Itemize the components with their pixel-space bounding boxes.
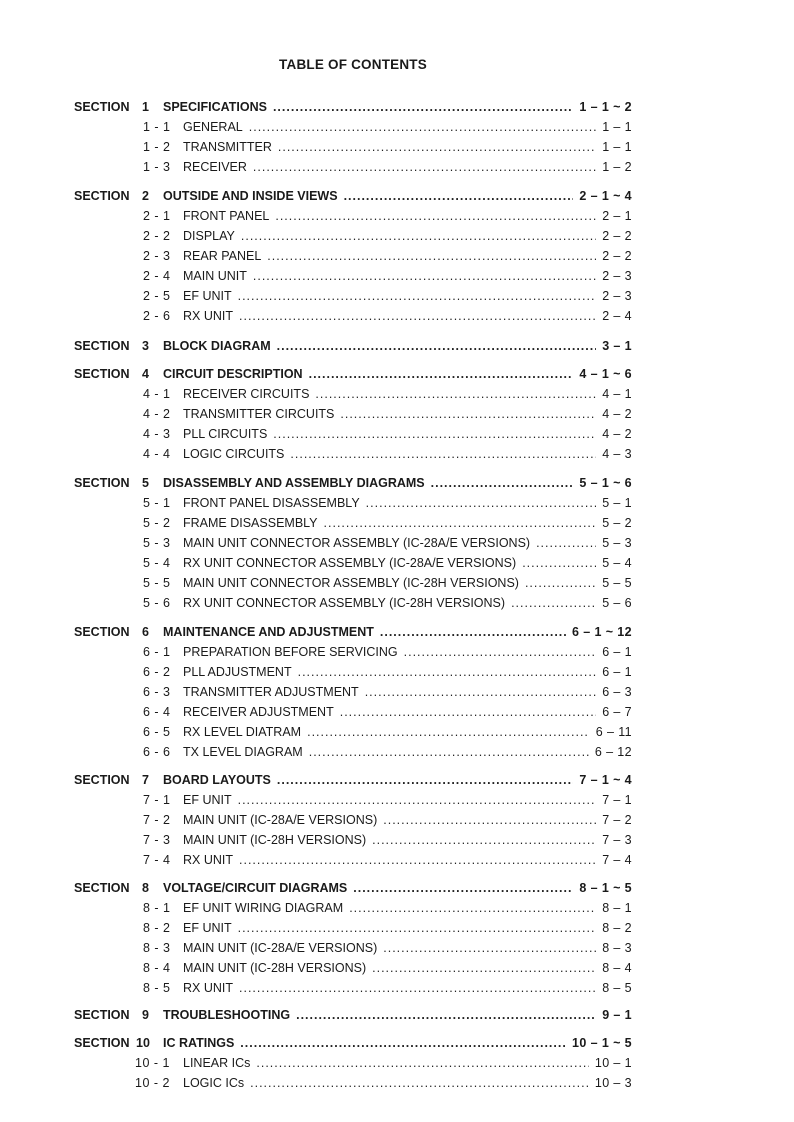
subsection-title[interactable]: FRONT PANEL — [183, 209, 270, 223]
subsection-page: 6 – 1 — [602, 645, 632, 659]
toc-subsection-row — [0, 938, 794, 958]
toc-section — [0, 186, 794, 326]
toc-subsection-row — [0, 306, 794, 326]
subsection-number: 6 - 6 — [143, 745, 171, 759]
dot-leader — [315, 384, 596, 404]
toc-subsection-row — [0, 898, 794, 918]
section-title[interactable]: CIRCUIT DESCRIPTION — [163, 367, 303, 381]
subsection-title[interactable]: EF UNIT — [183, 289, 232, 303]
dot-leader — [250, 1073, 589, 1093]
subsection-number: 4 - 3 — [143, 427, 171, 441]
subsection-page: 4 – 1 — [602, 387, 632, 401]
dot-leader — [404, 642, 597, 662]
dot-leader — [239, 306, 596, 326]
subsection-number: 4 - 2 — [143, 407, 171, 421]
dot-leader — [431, 473, 574, 493]
subsection-entry[interactable] — [183, 306, 632, 326]
section-number: 6 — [142, 625, 149, 639]
section-number: 10 — [136, 1036, 150, 1050]
subsection-title[interactable]: RECEIVER CIRCUITS — [183, 387, 310, 401]
subsection-title[interactable]: MAIN UNIT — [183, 269, 247, 283]
section-page-range: 2 – 1 ~ 4 — [579, 189, 632, 203]
toc-subsection-row — [0, 513, 794, 533]
section-word: SECTION — [74, 625, 130, 639]
subsection-page: 8 – 5 — [602, 981, 632, 995]
section-word: SECTION — [74, 1036, 130, 1050]
dot-leader — [525, 573, 596, 593]
toc-section — [0, 622, 794, 762]
subsection-number: 5 - 4 — [143, 556, 171, 570]
subsection-number: 5 - 2 — [143, 516, 171, 530]
section-page-range: 9 – 1 — [602, 1008, 632, 1022]
subsection-entry[interactable] — [183, 384, 632, 404]
toc-section — [0, 97, 794, 177]
subsection-title[interactable]: RECEIVER ADJUSTMENT — [183, 705, 334, 719]
toc-subsection-row — [0, 444, 794, 464]
dot-leader — [324, 513, 597, 533]
subsection-page: 6 – 12 — [594, 745, 632, 759]
subsection-entry[interactable] — [183, 662, 632, 682]
subsection-page: 1 – 2 — [602, 160, 632, 174]
subsection-entry[interactable] — [183, 246, 632, 266]
subsection-entry[interactable] — [183, 810, 632, 830]
subsection-title[interactable]: MAIN UNIT (IC-28H VERSIONS) — [183, 961, 367, 975]
toc-section — [0, 878, 794, 998]
dot-leader — [278, 137, 596, 157]
dot-leader — [309, 742, 589, 762]
subsection-title[interactable]: EF UNIT — [183, 921, 232, 935]
section-title[interactable]: BOARD LAYOUTS — [163, 773, 271, 787]
subsection-entry[interactable] — [183, 850, 632, 870]
subsection-title[interactable]: RX LEVEL DIATRAM — [183, 725, 302, 739]
dot-leader — [273, 424, 596, 444]
subsection-entry[interactable] — [183, 978, 632, 998]
toc-subsection-row — [0, 642, 794, 662]
dot-leader — [380, 622, 566, 642]
toc-subsection-row — [0, 1073, 794, 1093]
subsection-entry[interactable] — [183, 226, 632, 246]
toc-subsection-row — [0, 790, 794, 810]
section-number: 1 — [142, 100, 149, 114]
dot-leader — [340, 702, 596, 722]
dot-leader — [267, 246, 596, 266]
subsection-entry[interactable] — [183, 593, 632, 613]
subsection-number: 5 - 3 — [143, 536, 171, 550]
subsection-page: 5 – 3 — [602, 536, 632, 550]
subsection-number: 8 - 3 — [143, 941, 171, 955]
dot-leader — [238, 286, 597, 306]
subsection-title[interactable]: LINEAR ICs — [183, 1056, 251, 1070]
section-heading — [0, 770, 794, 790]
section-title[interactable]: OUTSIDE AND INSIDE VIEWS — [163, 189, 338, 203]
toc-subsection-row — [0, 958, 794, 978]
section-title[interactable]: SPECIFICATIONS — [163, 100, 267, 114]
dot-leader — [256, 1053, 588, 1073]
subsection-title[interactable]: RX UNIT — [183, 981, 233, 995]
subsection-page: 2 – 4 — [602, 309, 632, 323]
toc-subsection-row — [0, 553, 794, 573]
subsection-page: 4 – 3 — [602, 447, 632, 461]
subsection-entry[interactable] — [183, 286, 632, 306]
subsection-number: 8 - 5 — [143, 981, 171, 995]
subsection-entry[interactable] — [183, 642, 632, 662]
section-entry[interactable] — [163, 878, 632, 898]
subsection-entry[interactable] — [183, 157, 632, 177]
subsection-page: 8 – 1 — [602, 901, 632, 915]
dot-leader — [249, 117, 596, 137]
section-word: SECTION — [74, 1008, 130, 1022]
section-heading — [0, 336, 794, 356]
subsection-entry[interactable] — [183, 404, 632, 424]
subsection-title[interactable]: PLL CIRCUITS — [183, 427, 268, 441]
toc-subsection-row — [0, 117, 794, 137]
subsection-number: 1 - 1 — [143, 120, 171, 134]
subsection-page: 7 – 4 — [602, 853, 632, 867]
subsection-number: 4 - 1 — [143, 387, 171, 401]
toc-subsection-row — [0, 533, 794, 553]
subsection-number: 5 - 1 — [143, 496, 171, 510]
subsection-number: 8 - 1 — [143, 901, 171, 915]
toc-subsection-row — [0, 682, 794, 702]
dot-leader — [372, 958, 596, 978]
subsection-number: 6 - 4 — [143, 705, 171, 719]
section-entry[interactable] — [163, 770, 632, 790]
subsection-entry[interactable] — [183, 918, 632, 938]
toc-subsection-row — [0, 384, 794, 404]
dot-leader — [309, 364, 574, 384]
subsection-page: 5 – 2 — [602, 516, 632, 530]
toc-section — [0, 364, 794, 464]
subsection-title[interactable]: PLL ADJUSTMENT — [183, 665, 292, 679]
subsection-entry[interactable] — [183, 266, 632, 286]
subsection-number: 10 - 1 — [135, 1056, 170, 1070]
section-heading — [0, 1005, 794, 1025]
subsection-page: 2 – 2 — [602, 229, 632, 243]
subsection-title[interactable]: MAIN UNIT (IC-28A/E VERSIONS) — [183, 813, 378, 827]
subsection-entry[interactable] — [183, 958, 632, 978]
section-entry[interactable] — [163, 1005, 632, 1025]
page-title: TABLE OF CONTENTS — [279, 57, 427, 72]
subsection-page: 4 – 2 — [602, 427, 632, 441]
subsection-title[interactable]: FRONT PANEL DISASSEMBLY — [183, 496, 360, 510]
subsection-page: 8 – 4 — [602, 961, 632, 975]
subsection-entry[interactable] — [183, 424, 632, 444]
section-page-range: 6 – 1 ~ 12 — [572, 625, 632, 639]
dot-leader — [536, 533, 596, 553]
dot-leader — [253, 157, 596, 177]
toc-subsection-row — [0, 593, 794, 613]
subsection-entry[interactable] — [183, 444, 632, 464]
dot-leader — [344, 186, 574, 206]
subsection-page: 10 – 3 — [594, 1076, 632, 1090]
subsection-number: 4 - 4 — [143, 447, 171, 461]
subsection-title[interactable]: PREPARATION BEFORE SERVICING — [183, 645, 398, 659]
dot-leader — [238, 790, 597, 810]
section-number: 9 — [142, 1008, 149, 1022]
subsection-entry[interactable] — [183, 1053, 632, 1073]
subsection-page: 5 – 6 — [602, 596, 632, 610]
section-page-range: 10 – 1 ~ 5 — [572, 1036, 632, 1050]
subsection-number: 2 - 1 — [143, 209, 171, 223]
dot-leader — [239, 978, 596, 998]
subsection-number: 6 - 1 — [143, 645, 171, 659]
section-title[interactable]: BLOCK DIAGRAM — [163, 339, 271, 353]
subsection-entry[interactable] — [183, 573, 632, 593]
section-number: 3 — [142, 339, 149, 353]
dot-leader — [277, 770, 574, 790]
section-entry[interactable] — [163, 1033, 632, 1053]
subsection-number: 10 - 2 — [135, 1076, 170, 1090]
subsection-number: 7 - 3 — [143, 833, 171, 847]
toc-section — [0, 336, 794, 356]
dot-leader — [296, 1005, 596, 1025]
dot-leader — [298, 662, 597, 682]
dot-leader — [366, 493, 597, 513]
section-number: 5 — [142, 476, 149, 490]
dot-leader — [241, 226, 596, 246]
dot-leader — [239, 850, 596, 870]
section-word: SECTION — [74, 881, 130, 895]
section-number: 8 — [142, 881, 149, 895]
section-number: 7 — [142, 773, 149, 787]
section-heading — [0, 878, 794, 898]
toc-subsection-row — [0, 424, 794, 444]
toc-subsection-row — [0, 206, 794, 226]
section-entry[interactable] — [163, 622, 632, 642]
subsection-number: 8 - 2 — [143, 921, 171, 935]
toc-subsection-row — [0, 226, 794, 246]
dot-leader — [511, 593, 596, 613]
dot-leader — [349, 898, 596, 918]
subsection-entry[interactable] — [183, 722, 632, 742]
subsection-title[interactable]: RX UNIT — [183, 309, 233, 323]
subsection-title[interactable]: RECEIVER — [183, 160, 247, 174]
subsection-page: 2 – 2 — [602, 249, 632, 263]
section-word: SECTION — [74, 189, 130, 203]
section-heading — [0, 473, 794, 493]
section-title[interactable]: MAINTENANCE AND ADJUSTMENT — [163, 625, 374, 639]
section-entry[interactable] — [163, 336, 632, 356]
subsection-entry[interactable] — [183, 553, 632, 573]
subsection-title[interactable]: LOGIC ICs — [183, 1076, 245, 1090]
section-entry[interactable] — [163, 97, 632, 117]
subsection-title[interactable]: TRANSMITTER ADJUSTMENT — [183, 685, 359, 699]
section-heading — [0, 186, 794, 206]
subsection-entry[interactable] — [183, 742, 632, 762]
section-word: SECTION — [74, 367, 130, 381]
subsection-title[interactable]: GENERAL — [183, 120, 243, 134]
subsection-page: 6 – 1 — [602, 665, 632, 679]
dot-leader — [307, 722, 590, 742]
dot-leader — [275, 206, 596, 226]
subsection-title[interactable]: TX LEVEL DIAGRAM — [183, 745, 303, 759]
toc-section — [0, 473, 794, 613]
section-heading — [0, 364, 794, 384]
subsection-page: 6 – 11 — [595, 725, 632, 739]
section-number: 4 — [142, 367, 149, 381]
subsection-entry[interactable] — [183, 830, 632, 850]
subsection-number: 7 - 4 — [143, 853, 171, 867]
dot-leader — [353, 878, 573, 898]
section-page-range: 5 – 1 ~ 6 — [579, 476, 632, 490]
subsection-title[interactable]: REAR PANEL — [183, 249, 262, 263]
subsection-entry[interactable] — [183, 533, 632, 553]
dot-leader — [365, 682, 596, 702]
section-number: 2 — [142, 189, 149, 203]
toc-subsection-row — [0, 918, 794, 938]
subsection-number: 2 - 6 — [143, 309, 171, 323]
section-page-range: 7 – 1 ~ 4 — [579, 773, 632, 787]
subsection-page: 2 – 3 — [602, 289, 632, 303]
section-heading — [0, 622, 794, 642]
toc-section — [0, 1033, 794, 1093]
subsection-title[interactable]: LOGIC CIRCUITS — [183, 447, 285, 461]
dot-leader — [340, 404, 596, 424]
dot-leader — [240, 1033, 566, 1053]
subsection-number: 2 - 5 — [143, 289, 171, 303]
subsection-number: 7 - 1 — [143, 793, 171, 807]
subsection-page: 1 – 1 — [602, 120, 632, 134]
subsection-page: 2 – 3 — [602, 269, 632, 283]
subsection-title[interactable]: MAIN UNIT CONNECTOR ASSEMBLY (IC-28A/E VERSIONS) — [183, 536, 531, 550]
toc-subsection-row — [0, 404, 794, 424]
subsection-entry[interactable] — [183, 898, 632, 918]
toc-subsection-row — [0, 286, 794, 306]
subsection-page: 10 – 1 — [594, 1056, 632, 1070]
subsection-entry[interactable] — [183, 206, 632, 226]
dot-leader — [273, 97, 573, 117]
section-word: SECTION — [74, 339, 130, 353]
subsection-page: 7 – 3 — [602, 833, 632, 847]
toc-subsection-row — [0, 978, 794, 998]
subsection-page: 7 – 2 — [602, 813, 632, 827]
subsection-page: 1 – 1 — [602, 140, 632, 154]
section-title[interactable]: IC RATINGS — [163, 1036, 235, 1050]
subsection-number: 2 - 3 — [143, 249, 171, 263]
subsection-number: 5 - 6 — [143, 596, 171, 610]
subsection-page: 6 – 7 — [602, 705, 632, 719]
subsection-entry[interactable] — [183, 513, 632, 533]
subsection-title[interactable]: TRANSMITTER CIRCUITS — [183, 407, 335, 421]
subsection-entry[interactable] — [183, 682, 632, 702]
subsection-title[interactable]: EF UNIT — [183, 793, 232, 807]
dot-leader — [238, 918, 597, 938]
subsection-title[interactable]: RX UNIT CONNECTOR ASSEMBLY (IC-28H VERSIONS) — [183, 596, 506, 610]
toc-subsection-row — [0, 722, 794, 742]
subsection-title[interactable]: RX UNIT CONNECTOR ASSEMBLY (IC-28A/E VERSIONS) — [183, 556, 517, 570]
toc-subsection-row — [0, 1053, 794, 1073]
subsection-number: 7 - 2 — [143, 813, 171, 827]
toc-subsection-row — [0, 702, 794, 722]
toc-subsection-row — [0, 662, 794, 682]
subsection-page: 5 – 4 — [602, 556, 632, 570]
dot-leader — [522, 553, 596, 573]
subsection-title[interactable]: DISPLAY — [183, 229, 235, 243]
section-word: SECTION — [74, 773, 130, 787]
subsection-page: 7 – 1 — [602, 793, 632, 807]
subsection-number: 5 - 5 — [143, 576, 171, 590]
subsection-number: 1 - 2 — [143, 140, 171, 154]
section-entry[interactable] — [163, 186, 632, 206]
subsection-number: 2 - 2 — [143, 229, 171, 243]
subsection-page: 5 – 5 — [602, 576, 632, 590]
subsection-page: 5 – 1 — [602, 496, 632, 510]
subsection-title[interactable]: RX UNIT — [183, 853, 233, 867]
section-page-range: 3 – 1 — [602, 339, 632, 353]
section-page-range: 8 – 1 ~ 5 — [579, 881, 632, 895]
subsection-page: 8 – 2 — [602, 921, 632, 935]
dot-leader — [372, 830, 596, 850]
subsection-title[interactable]: EF UNIT WIRING DIAGRAM — [183, 901, 344, 915]
subsection-page: 2 – 1 — [602, 209, 632, 223]
dot-leader — [253, 266, 596, 286]
toc-subsection-row — [0, 266, 794, 286]
section-heading — [0, 1033, 794, 1053]
subsection-number: 1 - 3 — [143, 160, 171, 174]
subsection-number: 6 - 5 — [143, 725, 171, 739]
subsection-title[interactable]: MAIN UNIT (IC-28H VERSIONS) — [183, 833, 367, 847]
section-title[interactable]: VOLTAGE/CIRCUIT DIAGRAMS — [163, 881, 348, 895]
subsection-number: 6 - 3 — [143, 685, 171, 699]
toc-subsection-row — [0, 850, 794, 870]
toc-subsection-row — [0, 830, 794, 850]
subsection-entry[interactable] — [183, 938, 632, 958]
subsection-number: 6 - 2 — [143, 665, 171, 679]
section-title[interactable]: TROUBLESHOOTING — [163, 1008, 291, 1022]
toc-subsection-row — [0, 157, 794, 177]
section-entry[interactable] — [163, 364, 632, 384]
subsection-title[interactable]: FRAME DISASSEMBLY — [183, 516, 318, 530]
toc-subsection-row — [0, 493, 794, 513]
subsection-page: 4 – 2 — [602, 407, 632, 421]
subsection-title[interactable]: MAIN UNIT CONNECTOR ASSEMBLY (IC-28H VERSIONS) — [183, 576, 519, 590]
section-entry[interactable] — [163, 473, 632, 493]
subsection-entry[interactable] — [183, 790, 632, 810]
toc-section — [0, 770, 794, 870]
toc-section — [0, 1005, 794, 1025]
subsection-entry[interactable] — [183, 137, 632, 157]
subsection-page: 6 – 3 — [602, 685, 632, 699]
toc-subsection-row — [0, 810, 794, 830]
toc-subsection-row — [0, 573, 794, 593]
dot-leader — [383, 938, 596, 958]
subsection-entry[interactable] — [183, 702, 632, 722]
subsection-entry[interactable] — [183, 117, 632, 137]
subsection-title[interactable]: TRANSMITTER — [183, 140, 272, 154]
section-word: SECTION — [74, 100, 130, 114]
dot-leader — [277, 336, 597, 356]
subsection-title[interactable]: MAIN UNIT (IC-28A/E VERSIONS) — [183, 941, 378, 955]
toc-subsection-row — [0, 742, 794, 762]
section-heading — [0, 97, 794, 117]
section-word: SECTION — [74, 476, 130, 490]
toc-subsection-row — [0, 246, 794, 266]
subsection-number: 8 - 4 — [143, 961, 171, 975]
dot-leader — [383, 810, 596, 830]
subsection-page: 8 – 3 — [602, 941, 632, 955]
section-title[interactable]: DISASSEMBLY AND ASSEMBLY DIAGRAMS — [163, 476, 425, 490]
section-page-range: 4 – 1 ~ 6 — [579, 367, 632, 381]
subsection-number: 2 - 4 — [143, 269, 171, 283]
dot-leader — [290, 444, 596, 464]
section-page-range: 1 – 1 ~ 2 — [579, 100, 632, 114]
subsection-entry[interactable] — [183, 1073, 632, 1093]
toc-subsection-row — [0, 137, 794, 157]
subsection-entry[interactable] — [183, 493, 632, 513]
